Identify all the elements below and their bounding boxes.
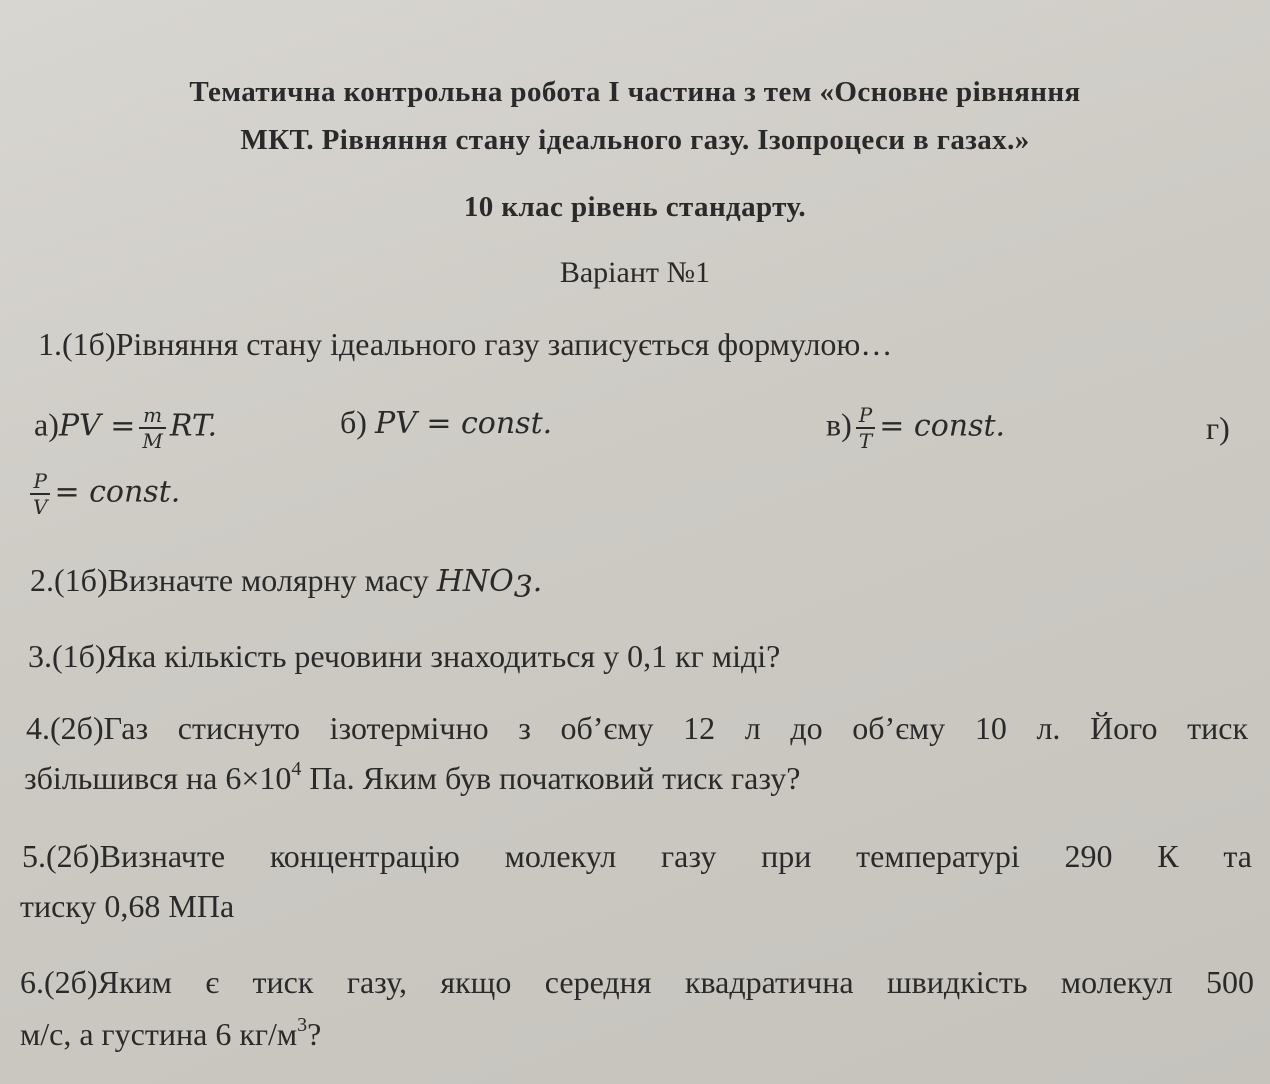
question-6-exponent: 3 (297, 1014, 308, 1036)
question-5-line-2: тиску 0,68 МПа (20, 888, 235, 924)
question-4-line-2 (24, 760, 801, 797)
option-b-label: б) (340, 404, 375, 440)
question-6-line-1: 6.(2б)Яким є тиск газу, якщо середня квадратична швидкість молекул 500 (20, 964, 1254, 1000)
fraction-numerator: P (30, 470, 50, 495)
option-c-fraction (856, 404, 875, 452)
option-c-label: в) (826, 406, 852, 443)
question-4-line-2-end: Па. Яким був початковий тиск газу? (301, 760, 801, 796)
q1-option-c (826, 404, 1005, 452)
fraction-numerator: P (856, 404, 875, 429)
option-c-rhs: = const. (879, 408, 1006, 444)
question-4-exponent: 4 (291, 758, 302, 780)
variant-label: Варіант №1 (559, 256, 711, 289)
question-4-line-2-start: збільшився на 6×10 (24, 760, 292, 796)
question-6-line-2-start: м/с, а густина 6 кг/м (20, 1016, 298, 1052)
question-6-line-2 (20, 1016, 321, 1053)
question-3-text: 3.(1б)Яка кількість речовини знаходиться у 0,1 кг міді? (28, 638, 781, 674)
title-line-2: МКТ. Рівняння стану ідеального газу. Ізопроцеси в газах.» (240, 124, 1030, 156)
question-1-text: 1.(1б)Рівняння стану ідеального газу записується формулою… (38, 326, 893, 362)
question-2-subscript: 3 (513, 570, 533, 605)
q1-option-d (26, 470, 180, 518)
option-d-label: г) (1206, 410, 1230, 446)
q1-option-b (340, 404, 552, 441)
option-a-fraction (139, 404, 165, 452)
question-2-end: . (532, 564, 543, 599)
option-a-lhs: PV = (58, 408, 136, 444)
fraction-denominator: V (33, 495, 48, 519)
question-2-formula: HNO (436, 564, 514, 599)
option-d-rhs: = const. (54, 474, 181, 510)
question-6-line-2-end: ? (307, 1016, 322, 1052)
fraction-denominator: T (858, 429, 873, 453)
fraction-numerator: m (139, 404, 165, 429)
option-a-rhs: RT. (169, 408, 218, 444)
question-2-text: 2.(1б)Визначте молярну масу (30, 562, 437, 598)
option-d-fraction (30, 470, 50, 518)
fraction-denominator: M (142, 429, 163, 453)
grade-level: 10 клас рівень стандарту. (463, 191, 807, 223)
question-5-line-1: 5.(2б)Визначте концентрацію молекул газу при температурі 290 К та (22, 838, 1252, 874)
question-4-line-1: 4.(2б)Газ стиснуто ізотермічно з об’єму 12 л до об’єму 10 л. Його тиск (26, 710, 1248, 746)
option-a-label: а) (34, 406, 59, 443)
q1-option-a (34, 404, 217, 452)
title-line-1: Тематична контрольна робота І частина з тем «Основне рівняння (189, 76, 1081, 108)
question-2 (30, 562, 543, 605)
option-b-formula: PV = const. (374, 406, 553, 441)
